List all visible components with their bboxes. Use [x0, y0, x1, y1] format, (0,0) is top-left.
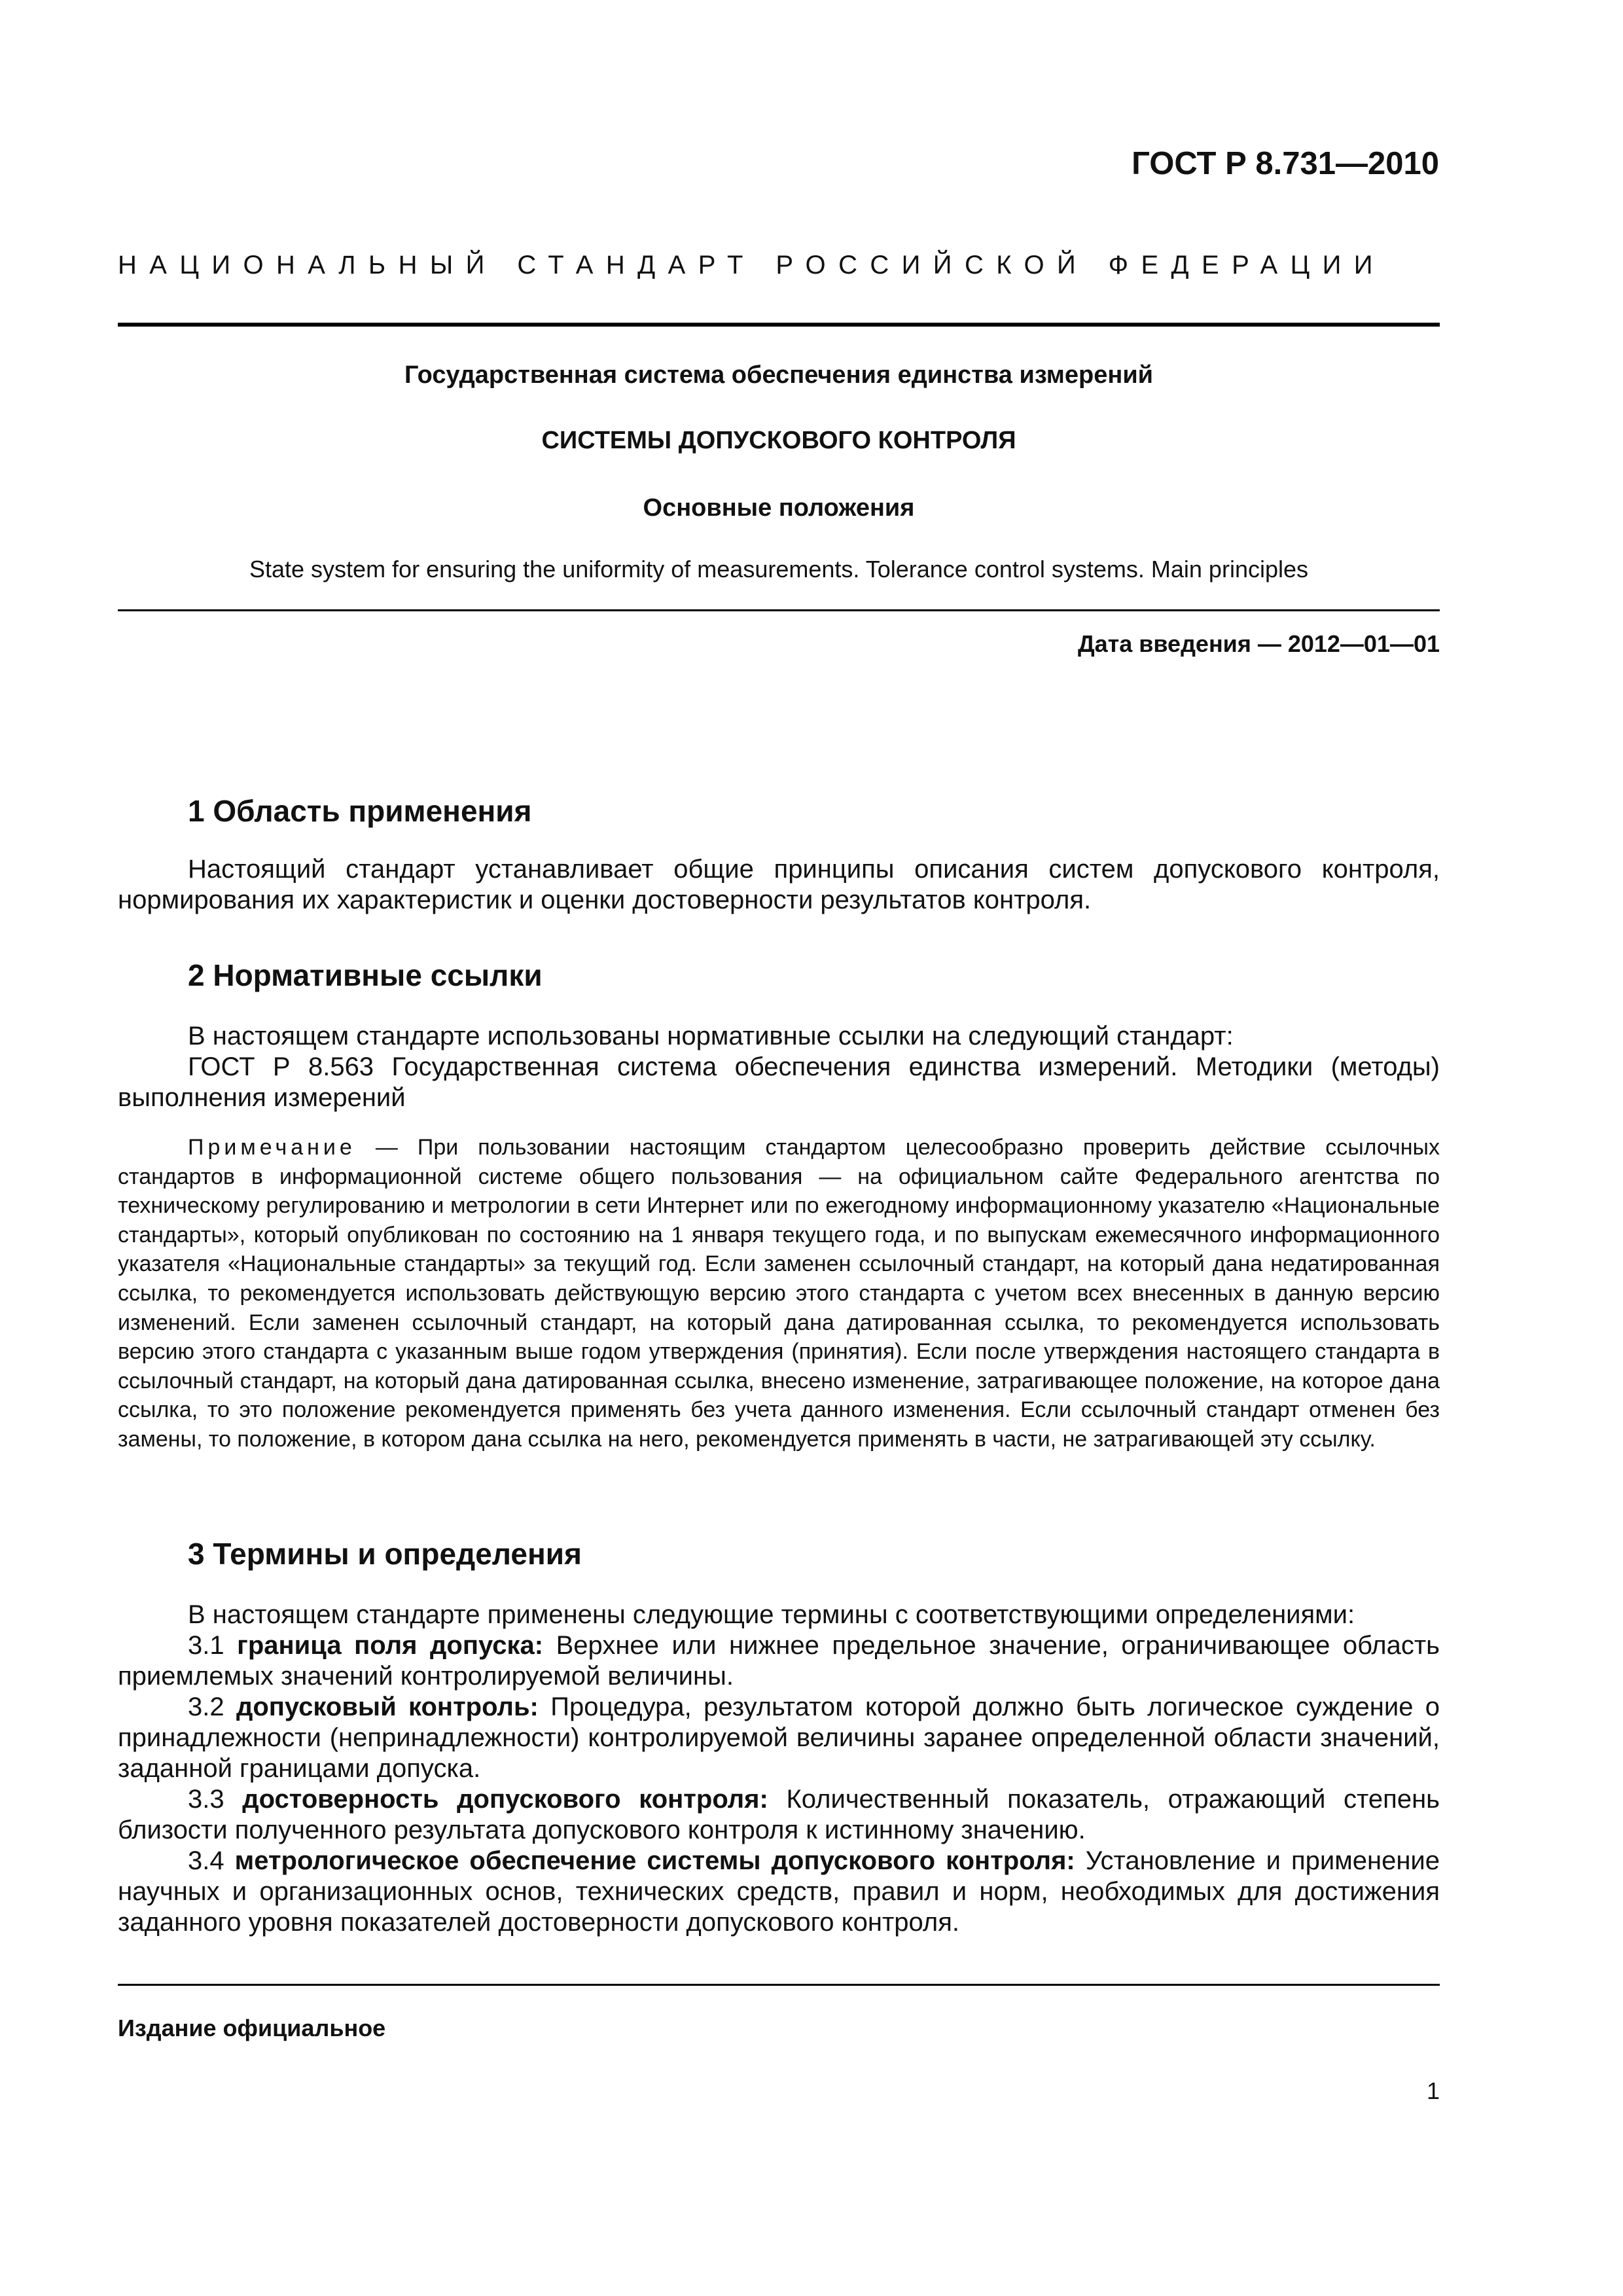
national-standard-banner: НАЦИОНАЛЬНЫЙ СТАНДАРТ РОССИЙСКОЙ ФЕДЕРАЦИИ [118, 251, 1385, 279]
term-number: 3.4 [188, 1846, 235, 1875]
official-edition-label: Издание официальное [118, 2015, 386, 2041]
sub-title: Основные положения [643, 494, 915, 522]
section-2-heading: 2 Нормативные ссылки [188, 958, 543, 992]
document-number: ГОСТ Р 8.731—2010 [1132, 146, 1439, 181]
term-definition: Установление и применение научных и организационных основ, технических средств, правил и норм, необходимых для достижения заданного уровня показателей достоверности допускового контроля. [118, 1846, 1440, 1937]
term-number: 3.3 [188, 1785, 243, 1814]
section-1-text: Настоящий стандарт устанавливает общие принципы описания систем допускового контроля, нормирования их характеристик и оценки достоверности результатов контроля. [118, 855, 1440, 914]
term-name: достоверность допускового контроля: [242, 1785, 768, 1814]
section-1-heading: 1 Область применения [188, 794, 532, 828]
term-3-2 [118, 1692, 1440, 1784]
term-name: метрологическое обеспечение системы допускового контроля: [234, 1846, 1075, 1875]
term-definition: Количественный показатель, отражающий степень близости полученного результата допускового контроля к истинному значению. [118, 1785, 1440, 1844]
section-2-note [118, 1133, 1440, 1454]
note-label: Примечание [188, 1135, 356, 1160]
term-3-1 [118, 1630, 1440, 1692]
term-number: 3.2 [188, 1693, 236, 1721]
term-3-4 [118, 1846, 1440, 1938]
term-3-3 [118, 1784, 1440, 1846]
term-definition: Верхнее или нижнее предельное значение, ограничивающее область приемлемых значений контролируемой величины. [118, 1631, 1440, 1691]
english-title: State system for ensuring the uniformity of measurements. Tolerance control systems. Main principles [249, 556, 1308, 583]
system-title: Государственная система обеспечения единства измерений [404, 361, 1154, 389]
title-divider [118, 609, 1440, 611]
term-definition: Процедура, результатом которой должно быть логическое суждение о принадлежности (непринадлежности) контролируемой величины заранее определенной области значений, заданной границами допуска. [118, 1693, 1440, 1783]
main-title: СИСТЕМЫ ДОПУСКОВОГО КОНТРОЛЯ [541, 427, 1016, 454]
section-3-intro: В настоящем стандарте применены следующие термины с соответствующими определениями: [188, 1600, 1355, 1629]
section-3-heading: 3 Термины и определения [188, 1537, 582, 1571]
term-name: граница поля допуска: [237, 1631, 544, 1660]
page-number: 1 [1426, 2077, 1440, 2104]
section-2-reference: ГОСТ Р 8.563 Государственная система обеспечения единства измерений. Методики (методы) выполнения измерений [118, 1052, 1440, 1112]
section-2-intro: В настоящем стандарте использованы нормативные ссылки на следующий стандарт: [188, 1022, 1234, 1050]
footer-divider [118, 1984, 1440, 1986]
term-name: допусковый контроль: [236, 1693, 539, 1721]
note-text: — При пользовании настоящим стандартом целесообразно проверить действие ссылочных стандартов в информационной системе общего пользования — на официальном сайте Федерального агентства по техническому регулированию и метрологии в сети Интернет или по ежегодному информационному указателю «Национальные стандарты», который опубликован по состоянию на 1 января текущего года, и по выпускам ежемесячного информационного указателя «Национальные стандарты» за текущий год. Если заменен ссылочный стандарт, на который дана недатированная ссылка, то рекомендуется использовать действующую версию этого стандарта с учетом всех внесенных в данную версию изменений. Если заменен ссылочный стандарт, на который дана датированная ссылка, то рекомендуется использовать версию этого стандарта с указанным выше годом утверждения (принятия). Если после утверждения настоящего стандарта в ссылочный стандарт, на который дана датированная ссылка, внесено изменение, затрагивающее положение, на которое дана ссылка, то это положение рекомендуется применять без учета данного изменения. Если ссылочный стандарт отменен без замены, то положение, в котором дана ссылка на него, рекомендуется применять в части, не затрагивающей эту ссылку. [118, 1135, 1440, 1452]
term-number: 3.1 [188, 1631, 238, 1660]
introduction-date: Дата введения — 2012—01—01 [1077, 630, 1440, 657]
header-divider [118, 323, 1440, 327]
